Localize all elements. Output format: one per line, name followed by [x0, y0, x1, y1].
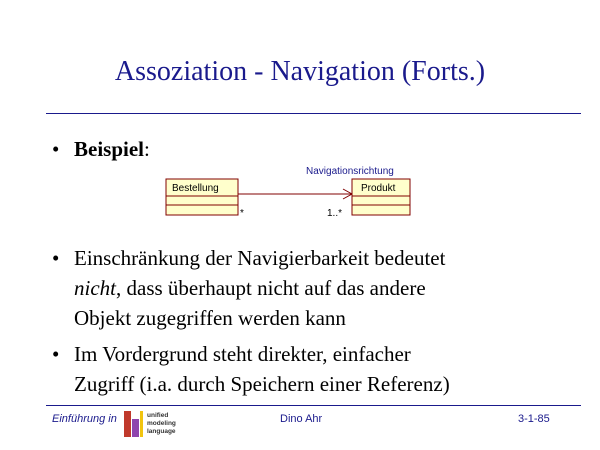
bullet-1-line-2: [74, 273, 426, 303]
bullet-dot: •: [52, 246, 60, 270]
bullet-1-line-1: Einschränkung der Navigierbarkeit bedeutet: [74, 246, 446, 270]
uml-logo-word-1: unified: [147, 412, 169, 419]
class-produkt-name: Produkt: [361, 183, 396, 194]
uml-logo-bar-l: [140, 411, 143, 437]
uml-logo: [123, 409, 185, 439]
navigation-direction-label: Navigationsrichtung: [306, 166, 394, 177]
bullet-2-line-1: Im Vordergrund steht direkter, einfacher: [74, 342, 411, 366]
footer-left: Einführung in: [52, 413, 117, 425]
footer-author: Dino Ahr: [280, 413, 323, 425]
uml-logo-word-3: language: [147, 428, 176, 435]
example-label: Beispiel: [74, 137, 145, 161]
bullet-1-line-3: Objekt zugegriffen werden kann: [74, 306, 346, 330]
uml-logo-bar-m: [132, 419, 139, 437]
bullet-dot: •: [52, 137, 60, 161]
class-bestellung-name: Bestellung: [172, 183, 219, 194]
footer-divider: [46, 405, 581, 406]
class-bestellung: [166, 179, 238, 215]
bullet-1-line-2-rest: , dass überhaupt nicht auf das andere: [116, 276, 426, 300]
slide-title: Assoziation - Navigation (Forts.): [114, 56, 486, 87]
bullet-dot: •: [52, 342, 60, 366]
multiplicity-right: 1..*: [327, 208, 343, 219]
uml-logo-word-2: modeling: [147, 420, 176, 427]
uml-logo-bar-u: [124, 411, 131, 437]
bullet-1-emphasis: nicht: [74, 276, 116, 300]
example-colon: :: [144, 137, 150, 161]
class-produkt: [352, 179, 410, 215]
multiplicity-left: *: [240, 208, 244, 219]
footer-page-number: 3-1-85: [518, 413, 550, 425]
bullet-2-line-2: Zugriff (i.a. durch Speichern einer Referenz): [74, 372, 450, 396]
